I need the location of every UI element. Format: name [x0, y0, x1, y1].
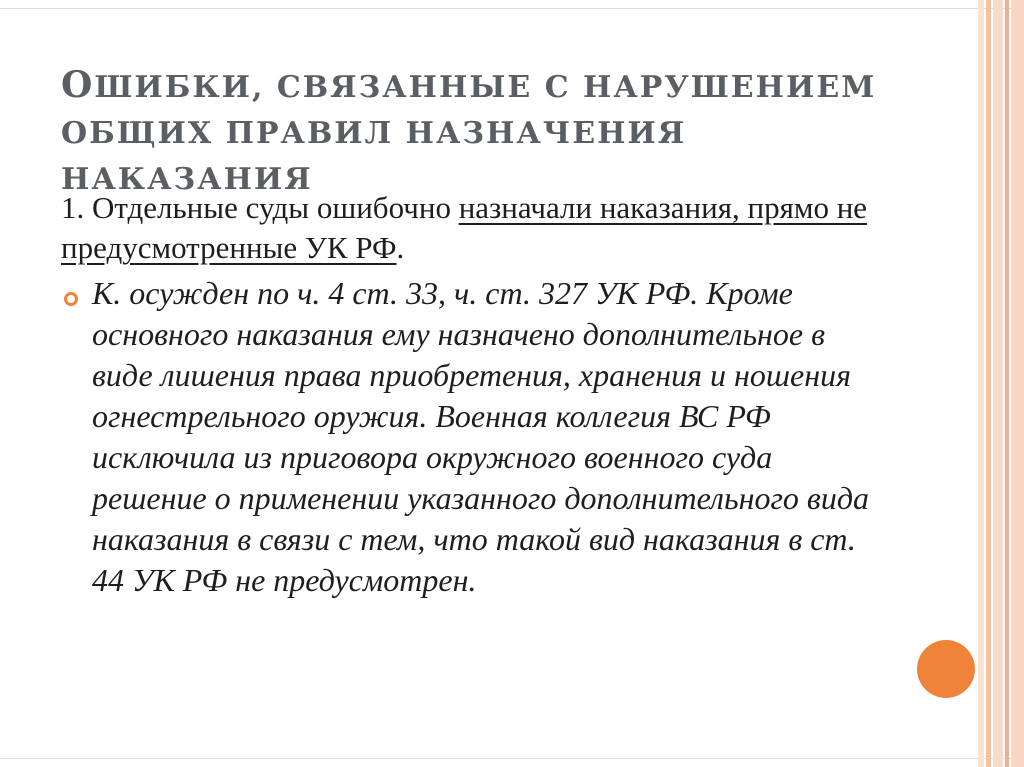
- orange-circle-icon: [917, 640, 975, 698]
- intro-suffix: .: [396, 230, 405, 265]
- title-line-2: ОБЩИХ ПРАВИЛ НАЗНАЧЕНИЯ НАКАЗАНИЯ: [61, 116, 687, 197]
- stripe: [1011, 0, 1024, 767]
- stripe: [993, 0, 1003, 767]
- intro-prefix: 1. Отдельные суды ошибочно: [61, 190, 459, 225]
- stripe: [1005, 0, 1009, 767]
- bullet-paragraph: К. осужден по ч. 4 ст. 33, ч. ст. 327 УК РФ. Кроме основного наказания ему назначено дополнительное в виде лишения права приобретения, хранения и ношения огнестрельного оружия. Военная коллегия ВС РФ исключила из приговора окружного военного суда решение о применении указанного дополнительного вида наказания в связи с тем, что такой вид наказания в ст. 44 УК РФ не предусмотрен.: [92, 275, 869, 598]
- title-initial: О: [61, 64, 95, 106]
- title-line-1-text: ШИБКИ, СВЯЗАННЫЕ С НАРУШЕНИЕМ: [94, 70, 877, 105]
- top-frame-line: [0, 8, 1024, 9]
- intro-paragraph: [61, 188, 941, 268]
- title-line-1: [61, 62, 941, 111]
- ring-bullet-icon: [64, 292, 78, 306]
- intro-underlined: назначали наказания, прямо не предусмотренные УК РФ: [61, 190, 868, 265]
- slide-title: [61, 62, 941, 203]
- right-stripe-decoration: [978, 0, 1024, 767]
- bottom-frame-line: [0, 758, 1024, 759]
- stripe: [978, 0, 984, 767]
- stripe: [986, 0, 991, 767]
